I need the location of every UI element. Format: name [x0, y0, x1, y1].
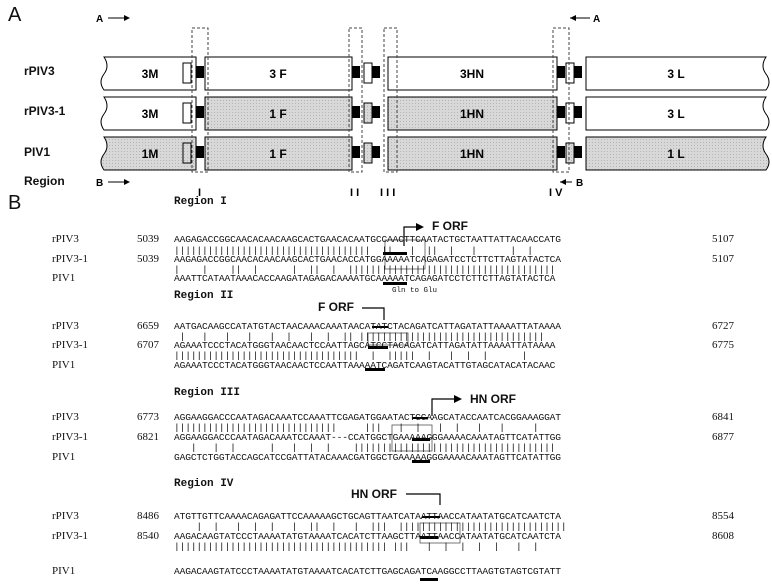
- end-num: 5107: [712, 233, 734, 245]
- sequence: AAGACAAGTATCCCTAAAATATGTAAAATCACATCTTAAGCTTAATTAACCATAATATGCATCAATCTA: [174, 531, 561, 542]
- orf-label: HN ORF: [470, 392, 516, 406]
- sequence: AAATTCATAATAAACACCAAGATAGAGACAAAATGCAAAAATCAGAGATCCTCTTCTTAGTATACTCA: [174, 273, 556, 284]
- primer-b-label-right: B: [576, 178, 584, 189]
- mutation-note: Gln to Glu: [392, 287, 438, 295]
- identity-bars: | | || | | || | |||||||||||||||||||||||||||||||||||||: [174, 264, 556, 275]
- end-num: 8554: [712, 510, 734, 522]
- region-numeral-1: I: [198, 187, 202, 199]
- region-title: Region II: [174, 290, 234, 302]
- identity-bars: ||||||||||||||||||||||||||||||||| | ||||| | | | | |: [174, 350, 550, 361]
- panel-b-label: B: [8, 192, 22, 214]
- gene-label-1hn: 1HN: [459, 147, 485, 161]
- panel-a-label: A: [8, 4, 22, 26]
- sequence: AATGACAAGCCATATGTACTAACAAACAAATAACATATCTACAGATCATTAGATATTAAAATTATAAAA: [174, 321, 561, 332]
- identity-bars: ||||||||||||||||||||||||||||| ||| | | | | | | |: [174, 422, 550, 433]
- seq-name: PIV1: [52, 272, 76, 284]
- gene-label-3f: 3 F: [269, 67, 287, 81]
- region-title: Region III: [174, 387, 241, 399]
- identity-bars: | | | | | | | | || |||||||||||||||||||||||||||||||||: [174, 331, 545, 342]
- end-num: 6841: [712, 411, 734, 423]
- start-num: 5039: [137, 233, 159, 245]
- gene-label-1f: 1 F: [269, 147, 287, 161]
- region-title: Region I: [174, 196, 227, 208]
- gene-label-3l: 3 L: [667, 67, 685, 81]
- gene-label-3m: 3M: [141, 107, 159, 121]
- sequence: AGAAATCCCTACATGGGTAACAACTCCAATTAAAAATCAGATCAAGTACATTGTAGCATACATACAAC: [174, 360, 556, 371]
- seq-name: rPIV3: [52, 233, 79, 245]
- start-num: 8540: [137, 530, 159, 542]
- primer-a-label-left: A: [96, 14, 104, 25]
- region-numeral-4: I V: [549, 187, 563, 199]
- sequence: AGGAAGGACCCAATAGACAAATCCAAATTCGAGATGGAATACTGGAAGCATACCAATCACGGAAAGGAT: [174, 412, 561, 423]
- region-numeral-3: I I I: [380, 187, 396, 199]
- start-num: 5039: [137, 253, 159, 265]
- identity-bars: |||||||||||||||||||||||||||||||||||||| ||| | | | | | | |: [174, 541, 561, 552]
- gene-label-1l: 1 L: [667, 147, 685, 161]
- identity-bars: | | | | | | | ||||||||||||||||||||||||||||||||||||: [174, 442, 556, 453]
- end-num: 6775: [712, 339, 734, 351]
- end-num: 8608: [712, 530, 734, 542]
- orf-label: F ORF: [318, 300, 354, 314]
- sequence: ATGTTGTTCAAAACAGAGATTCCAAAAAGCTGCAGTTAATCATAATTAACCATAATATGCATCAATCTA: [174, 511, 561, 522]
- seq-name: PIV1: [52, 451, 76, 463]
- start-num: 6773: [137, 411, 159, 423]
- end-num: 6727: [712, 320, 734, 332]
- seq-name: PIV1: [52, 565, 76, 577]
- region-numeral-2: I I: [350, 187, 360, 199]
- row-label-rpiv3: rPIV3: [24, 64, 55, 78]
- gene-label-3m: 3M: [141, 67, 159, 81]
- seq-name: rPIV3-1: [52, 339, 89, 351]
- seq-name: rPIV3-1: [52, 431, 89, 443]
- region-title: Region IV: [174, 478, 234, 490]
- seq-name: rPIV3-1: [52, 253, 89, 265]
- seq-name: PIV1: [52, 359, 76, 371]
- end-num: 5107: [712, 253, 734, 265]
- seq-name: rPIV3: [52, 510, 79, 522]
- identity-bars: ||||||||||||||||||||||||||||||||||| || | || | | | |: [174, 245, 545, 256]
- sequence: AAGAGACCGGCAACACAACAAGCACTGAACACAATGCCAACTTCAATACTGCTAATTATTACAACCATG: [174, 234, 561, 245]
- sequence: GAGCTCTGGTACCAGCATCCGATTATACAAACGATGGCTGAAAAAGGGAAAACAAATAGTTCATATTGG: [174, 452, 561, 463]
- row-label-piv1: PIV1: [24, 145, 51, 159]
- end-num: 6877: [712, 431, 734, 443]
- start-num: 6821: [137, 431, 159, 443]
- sequence: AGGAAGGACCCAATAGACAAATCCAAAT---CCATGGCTGAAAAAGGGAAAACAAATAGTTCATATTGG: [174, 432, 561, 443]
- start-num: 6707: [137, 339, 159, 351]
- seq-name: rPIV3: [52, 411, 79, 423]
- start-num: 8486: [137, 510, 159, 522]
- gene-label-3hn: 3HN: [459, 67, 485, 81]
- gene-label-1f: 1 F: [269, 107, 287, 121]
- seq-name: rPIV3-1: [52, 530, 89, 542]
- region-axis-label: Region: [24, 174, 65, 188]
- start-num: 6659: [137, 320, 159, 332]
- identity-bars: | | | | | | || | | ||| ||||||||||||||||||||||||||||||: [174, 521, 567, 532]
- seq-name: rPIV3: [52, 320, 79, 332]
- primer-b-label-left: B: [96, 178, 104, 189]
- gene-label-1hn: 1HN: [459, 107, 485, 121]
- sequence: AAGAGACCGGCAACACAACAAGCACTGAACACCATGGAAAAATCAGAGATCCTCTTCTTAGTATACTCA: [174, 254, 561, 265]
- gene-label-3l: 3 L: [667, 107, 685, 121]
- orf-label: HN ORF: [351, 487, 397, 501]
- primer-a-label-right: A: [593, 14, 601, 25]
- sequence: AAGACAAGTATCCCTAAAATATGTAAAATCACATCTTGAGCAGATCAAGGCCTTAAGTGTAGTCGTATT: [174, 566, 561, 577]
- row-label-rpiv3-1: rPIV3-1: [24, 104, 66, 118]
- gene-label-1m: 1M: [141, 147, 159, 161]
- orf-label: F ORF: [432, 219, 468, 233]
- sequence: AGAAATCCCTACATGGGTAACAACTCCAATTAGCATCCTACAGATCATTAGATATTAAAATTATAAAA: [174, 340, 556, 351]
